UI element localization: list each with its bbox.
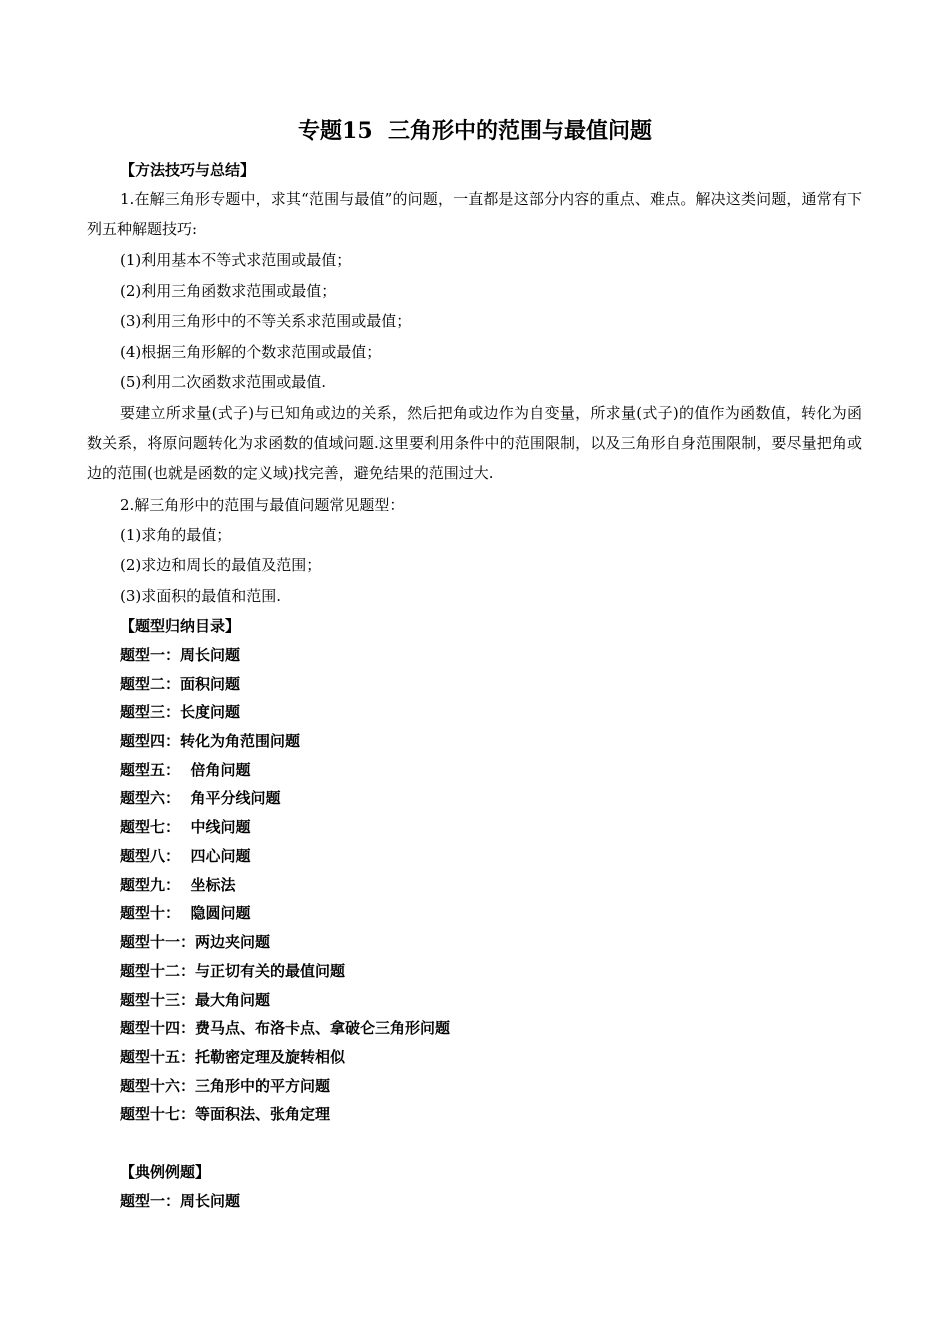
common-type-item: (1)求角的最值； [120,526,232,544]
technique-item: (4)根据三角形解的个数求范围或最值； [120,343,382,361]
example-heading: 【典例例题】 [120,1163,211,1181]
toc-item: 题型十六：三角形中的平方问题 [120,1077,331,1095]
toc-item: 题型六： 角平分线问题 [120,789,281,807]
common-type-item: (2)求边和周长的最值及范围； [120,556,322,574]
technique-item: (2)利用三角函数求范围或最值； [120,282,337,300]
toc-item: 题型八： 四心问题 [120,847,251,865]
toc-item: 题型二：面积问题 [120,675,241,693]
page-title: 专题15 三角形中的范围与最值问题 [298,118,652,144]
strategy-paragraph: 要建立所求量(式子)与已知角或边的关系，然后把角或边作为自变量，所求量(式子)的值作为函数值，转化为函数关系，将原问题转化为求函数的值域问题.这里要利用条件中的范围限制，以及三角形自身范围限制，要尽量把角或边的范围(也就是函数的定义域)找完善，避免结果的范围过大. [87,404,862,482]
technique-item: (5)利用二次函数求范围或最值. [120,373,327,391]
technique-item: (3)利用三角形中的不等关系求范围或最值； [120,312,412,330]
toc-heading: 【题型归纳目录】 [120,617,241,635]
example-type-heading: 题型一：周长问题 [120,1192,241,1210]
toc-item: 题型十七：等面积法、张角定理 [120,1105,331,1123]
toc-item: 题型十： 隐圆问题 [120,904,251,922]
types-intro: 2.解三角形中的范围与最值问题常见题型： [120,496,405,514]
toc-item: 题型十四：费马点、布洛卡点、拿破仑三角形问题 [120,1019,451,1037]
toc-item: 题型十三：最大角问题 [120,991,271,1009]
toc-item: 题型九： 坐标法 [120,876,236,894]
toc-item: 题型五： 倍角问题 [120,761,251,779]
technique-item: (1)利用基本不等式求范围或最值； [120,251,352,269]
toc-item: 题型一：周长问题 [120,646,241,664]
intro-paragraph: 1.在解三角形专题中，求其“范围与最值”的问题，一直都是这部分内容的重点、难点。解决这类问题，通常有下列五种解题技巧: [87,190,862,238]
toc-item: 题型十二：与正切有关的最值问题 [120,962,346,980]
toc-item: 题型三：长度问题 [120,703,241,721]
toc-item: 题型十五：托勒密定理及旋转相似 [120,1048,346,1066]
common-type-item: (3)求面积的最值和范围. [120,587,282,605]
toc-item: 题型十一：两边夹问题 [120,933,271,951]
toc-item: 题型四：转化为角范围问题 [120,732,301,750]
method-heading: 【方法技巧与总结】 [120,161,256,179]
toc-item: 题型七： 中线问题 [120,818,251,836]
